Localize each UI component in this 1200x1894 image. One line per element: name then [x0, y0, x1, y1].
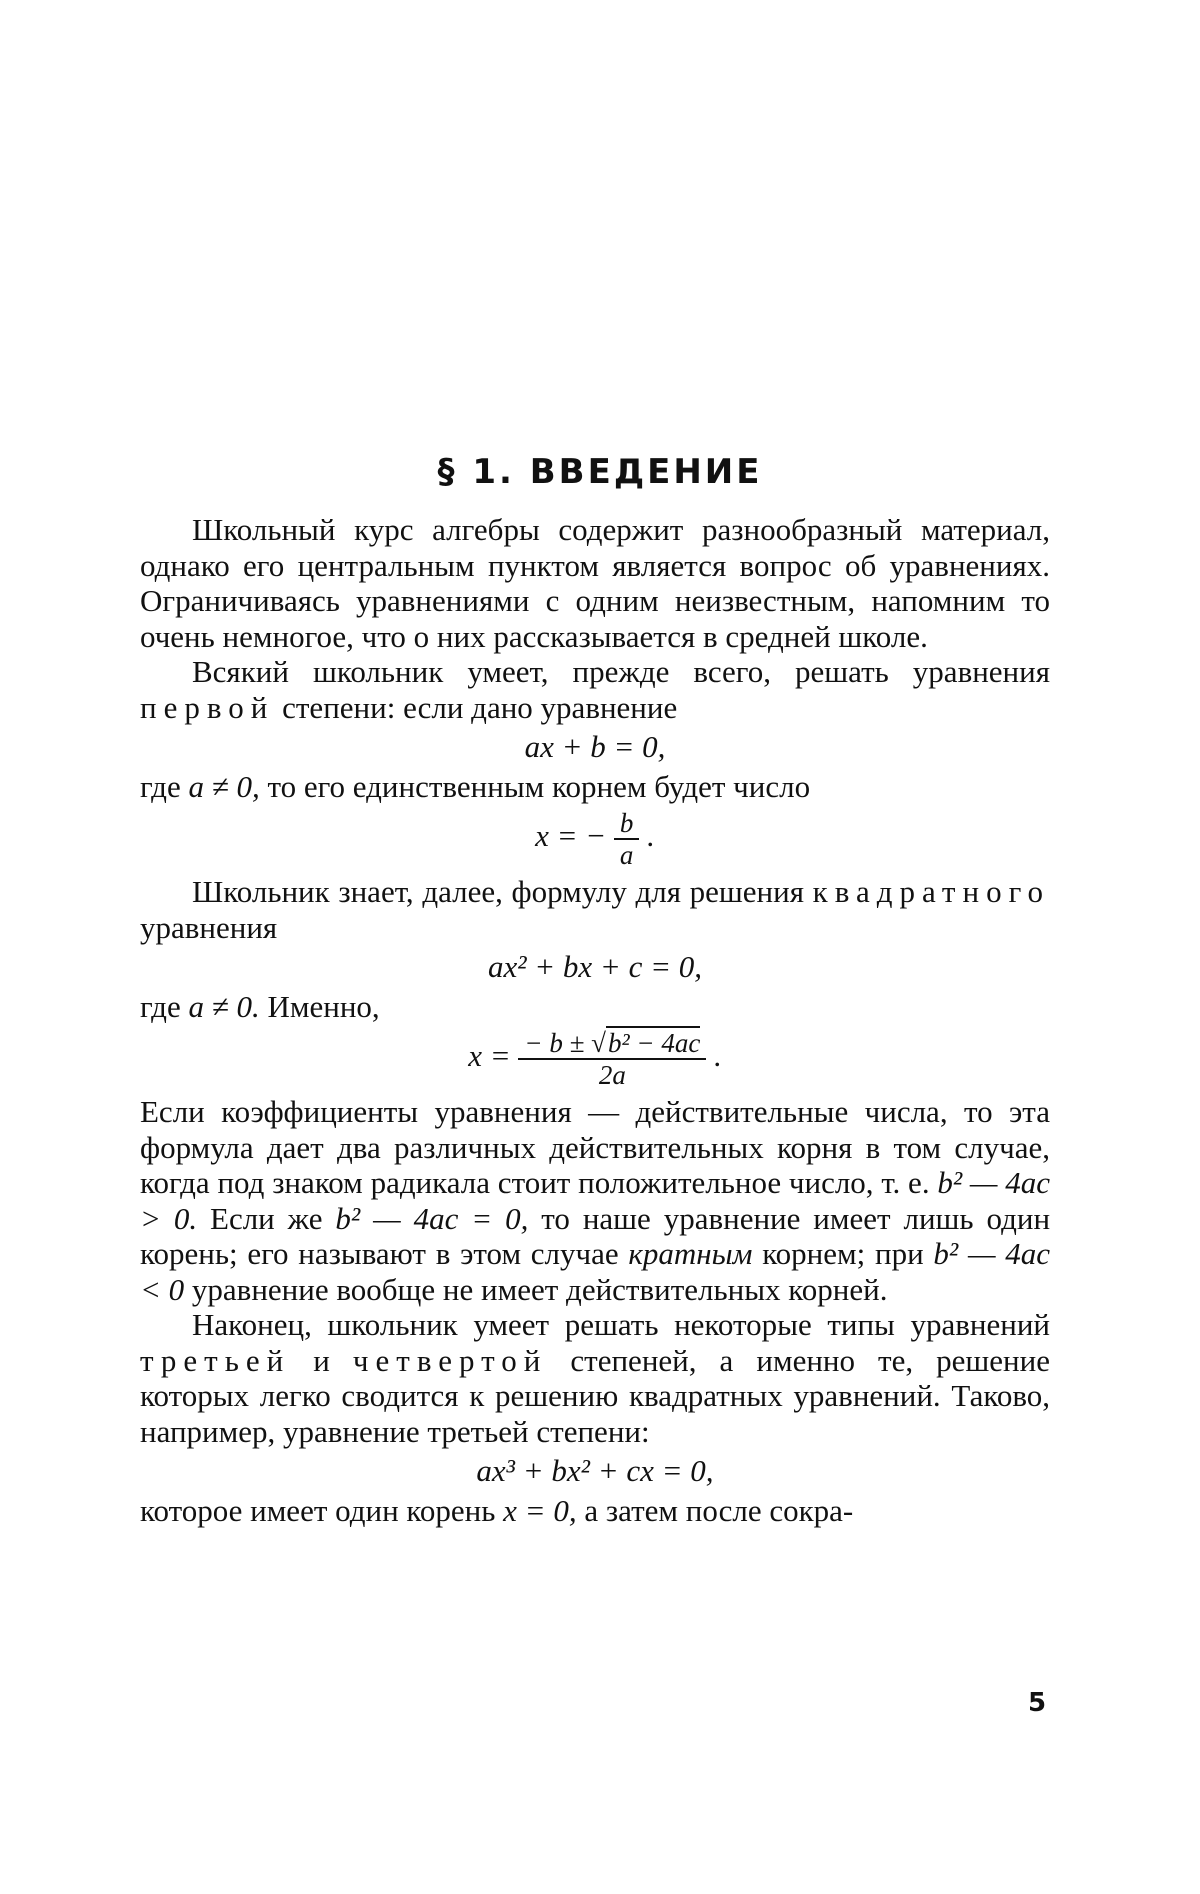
fraction-numerator: b — [614, 808, 640, 840]
math-lhs: x = − — [535, 818, 607, 854]
text-span: Всякий школьник умеет, прежде всего, решать уравнения — [192, 654, 1050, 689]
text-span: уравнение вообще не имеет действительных корней. — [191, 1271, 888, 1307]
equation-quadratic-formula — [140, 1028, 1050, 1090]
paragraph-quadratic — [140, 874, 1050, 945]
text-span: Школьник знает, далее, формулу для решения — [192, 874, 804, 909]
spaced-word: первой — [140, 689, 275, 725]
line-where-a-nonzero — [140, 769, 1050, 805]
numerator-prefix: − b ± — [524, 1028, 585, 1058]
math-inline: x = 0, — [503, 1492, 577, 1528]
math-inline: b² — 4ac > 0. — [140, 1165, 1050, 1236]
italic-term: кратным — [628, 1236, 753, 1271]
fraction-denominator: 2a — [598, 1060, 626, 1090]
page-number: 5 — [1028, 1688, 1047, 1718]
math-inline: b² — 4ac < 0 — [140, 1236, 1051, 1307]
text-span: Наконец, школьник умеет решать некоторые типы уравнений — [192, 1307, 1050, 1342]
equation-linear-root — [140, 808, 1050, 870]
text-span: и — [313, 1342, 330, 1378]
fraction — [614, 808, 640, 870]
math-inline: a ≠ 0. — [188, 988, 260, 1024]
text-span: Если коэффициенты уравнения — действительные числа, то эта формула дает два различных действительных корня в том случае, когда под знаком радикала стоит положительное число, т. е. — [140, 1094, 1050, 1200]
line-where-a-nonzero-2 — [140, 989, 1050, 1025]
fraction — [518, 1028, 706, 1090]
spaced-word: квадратного — [812, 874, 1051, 909]
text-span: а затем после сокра- — [584, 1492, 854, 1528]
math-tail: . — [647, 818, 655, 854]
fraction-numerator — [518, 1028, 706, 1060]
radicand: b² − 4ac — [608, 1028, 701, 1058]
text-span: Именно, — [267, 988, 380, 1024]
text-span: степени: если дано уравнение — [282, 689, 678, 725]
text-span: то наше уравнение имеет лишь один корень; его называют в этом случае — [140, 1200, 1051, 1271]
text-span: которое имеет один корень — [140, 1492, 496, 1528]
section-heading: § 1. ВВЕДЕНИЕ — [437, 452, 763, 492]
text-span: уравнения — [140, 909, 278, 945]
text-column — [140, 512, 1050, 1528]
math-inline: b² — 4ac = 0, — [335, 1200, 529, 1236]
spaced-word: четвертой — [352, 1342, 548, 1378]
equation-cubic: ax³ + bx² + cx = 0, — [476, 1453, 714, 1488]
paragraph-continuation — [140, 1493, 1050, 1529]
paragraph-discriminant — [140, 1094, 1050, 1307]
text-span: Если же — [210, 1200, 323, 1236]
fraction-denominator: a — [619, 840, 634, 870]
text-span: то его единственным корнем будет число — [267, 768, 811, 804]
text-span: корнем; при — [762, 1236, 924, 1271]
equation-quadratic: ax² + bx + c = 0, — [487, 949, 703, 984]
equation-linear: ax + b = 0, — [524, 729, 666, 764]
math-lhs: x = — [468, 1038, 511, 1074]
text-span: где — [140, 768, 181, 804]
paragraph-intro: Школьный курс алгебры содержит разнообразный материал, однако его центральным пунктом является вопрос об уравнениях. Ограничиваясь уравнениями с одним неизвестным, напомним то очень немногое, что о них рассказывается в средней школе. — [140, 512, 1050, 654]
paragraph-linear — [140, 654, 1050, 725]
text-span: степеней, а именно те, решение которых легко сводится к решению квадратных уравнений. Таково, например, уравнение третьей степени: — [140, 1342, 1050, 1449]
math-tail: . — [714, 1038, 722, 1074]
sqrt-sign: √ — [591, 1028, 606, 1058]
math-inline: a ≠ 0, — [188, 768, 260, 804]
text-span: где — [140, 988, 181, 1024]
paragraph-higher-degree — [140, 1307, 1050, 1449]
spaced-word: третьей — [140, 1342, 291, 1378]
